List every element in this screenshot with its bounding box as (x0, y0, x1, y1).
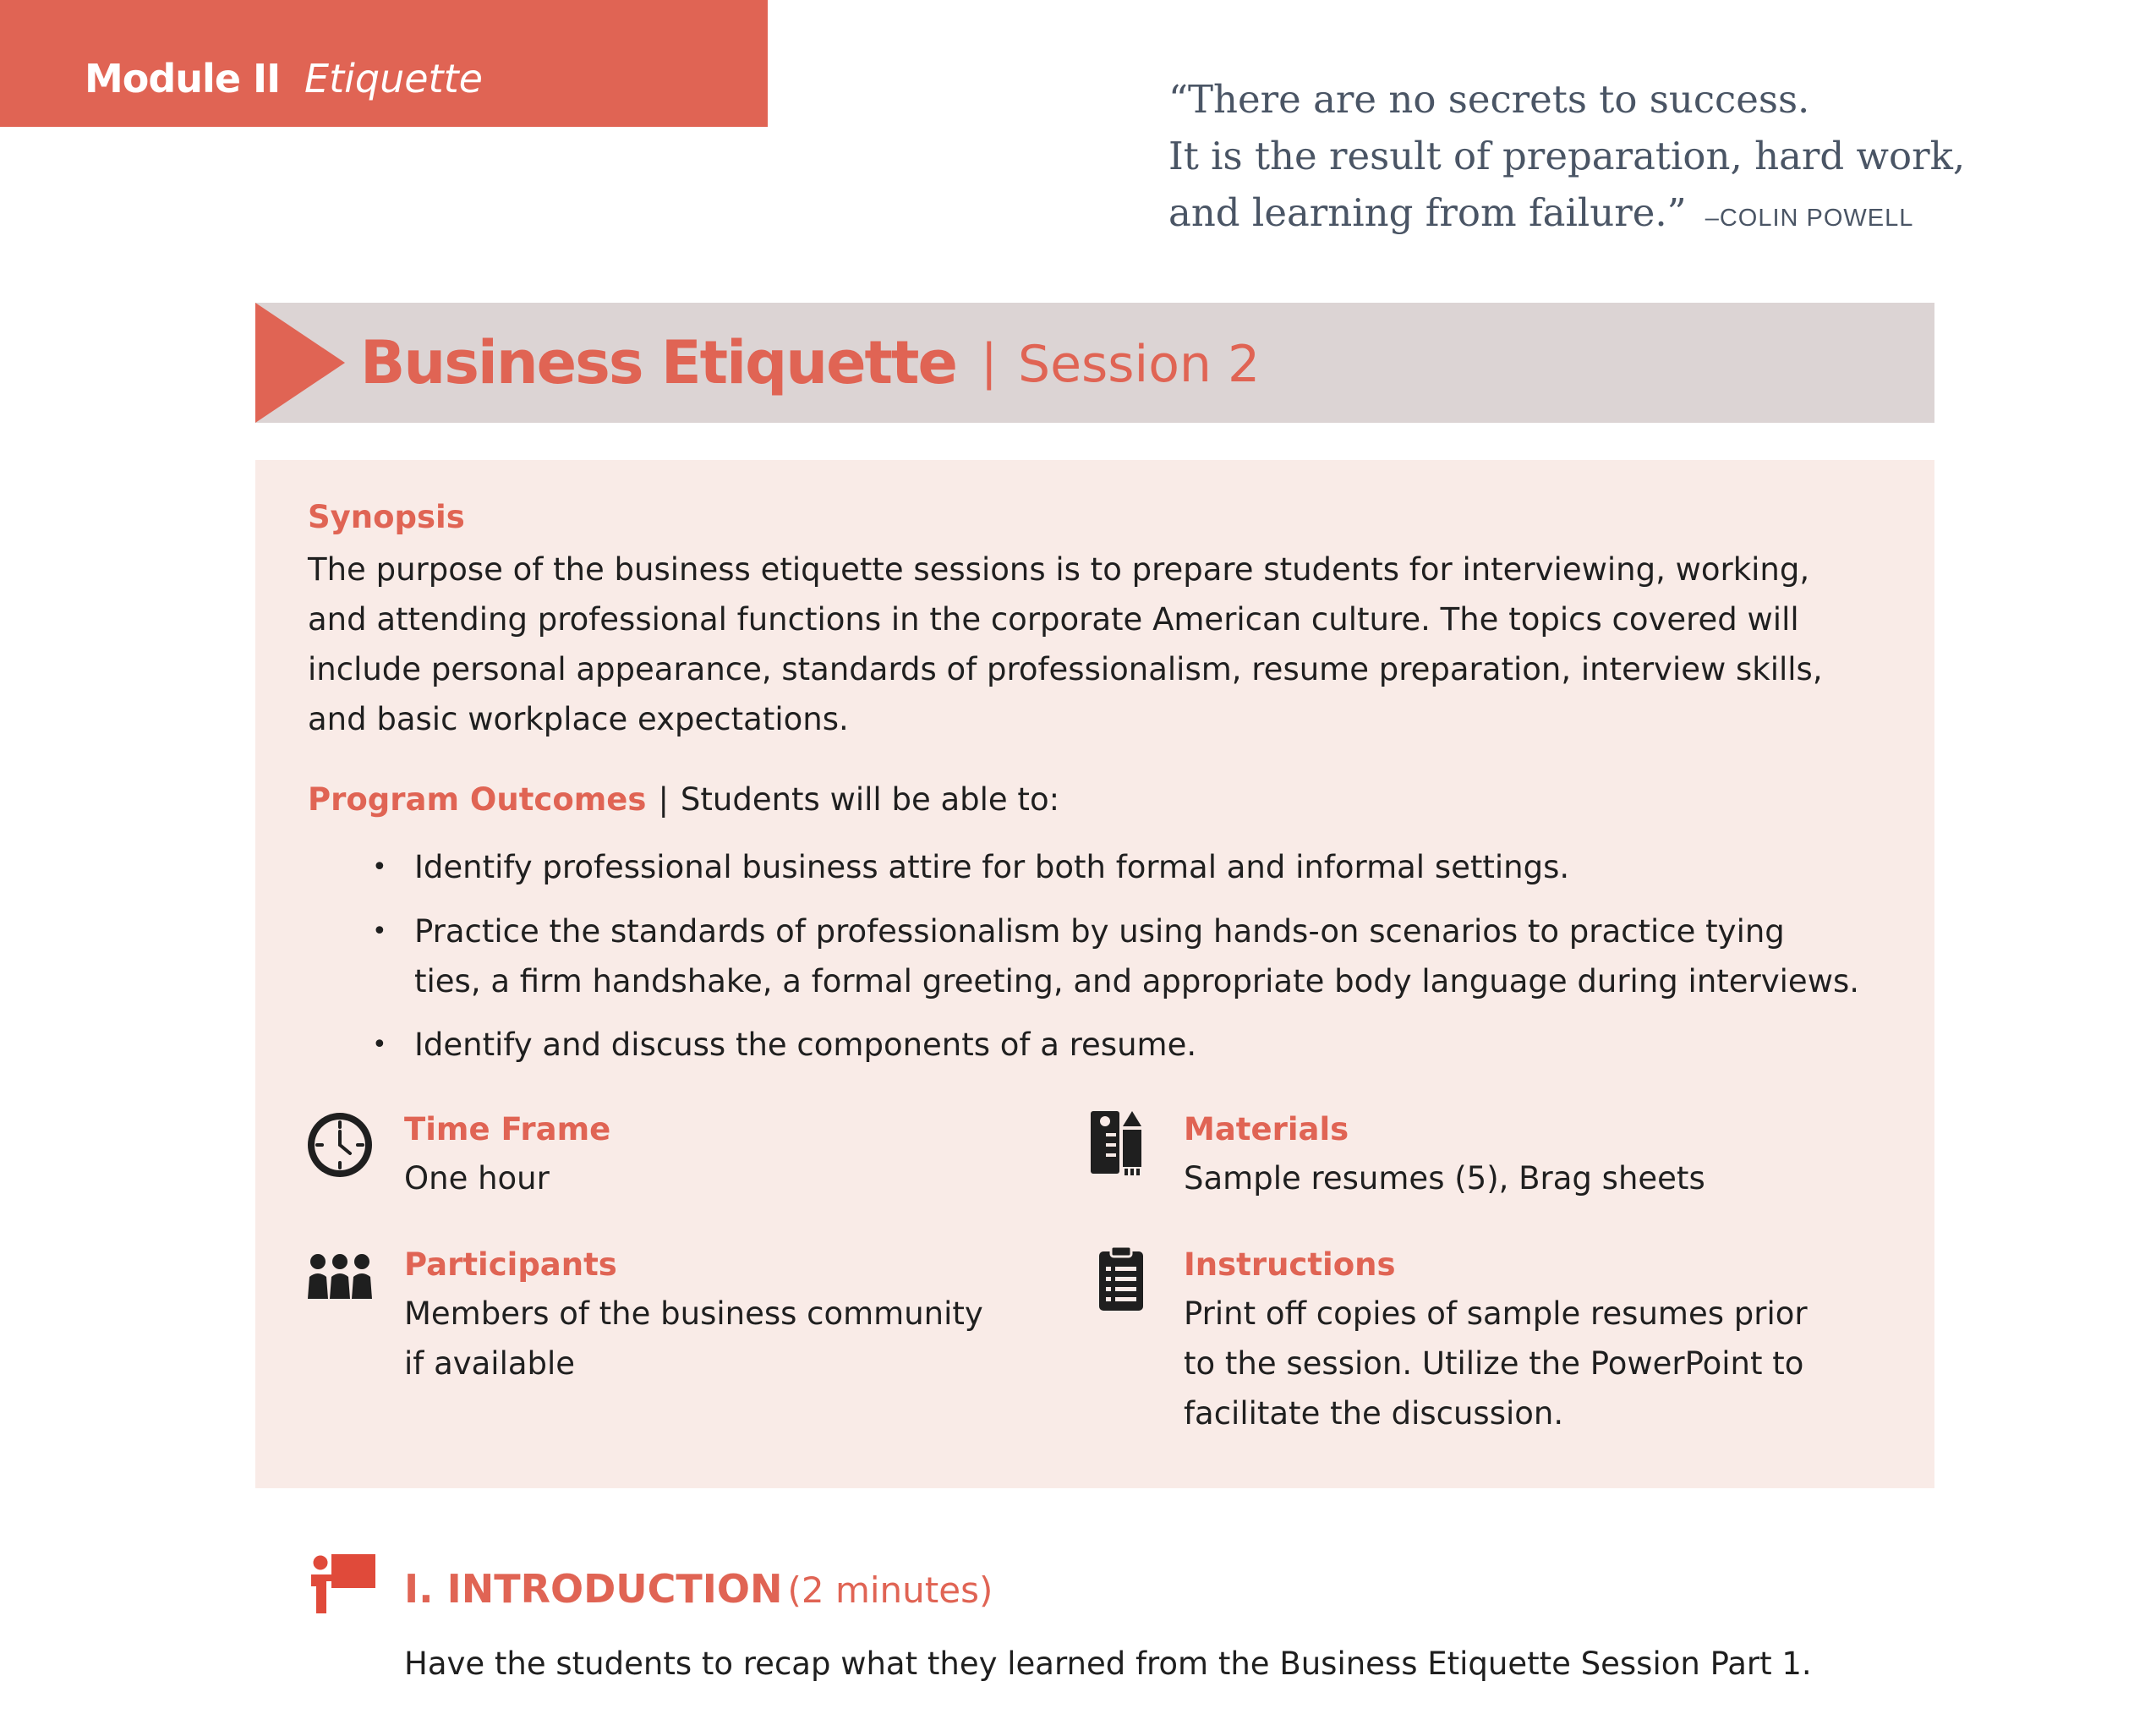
time-frame-text (404, 1153, 550, 1203)
session-title-bar (255, 303, 1934, 423)
time-frame-label: Time Frame (404, 1111, 611, 1147)
session-title: Business Etiquette (360, 328, 956, 397)
title-separator: | (981, 333, 998, 391)
synopsis-line: and attending professional functions in the corporate American culture. The topics covered will (308, 601, 1799, 638)
bullet-icon: • (372, 1030, 387, 1060)
arrow-icon (255, 303, 345, 423)
outcome-line: Practice the standards of professionalism by using hands-on scenarios to practice tying (414, 913, 1785, 950)
participants-text (404, 1289, 983, 1388)
participants-line: if available (404, 1345, 576, 1382)
quote (1168, 71, 2048, 247)
materials-line: Sample resumes (5), Brag sheets (1184, 1160, 1705, 1197)
outcomes-heading (308, 781, 1059, 818)
instructions-label: Instructions (1184, 1246, 1396, 1283)
outcome-line: Identify and discuss the components of a resume. (414, 1027, 1197, 1063)
instructions-line: facilitate the discussion. (1184, 1395, 1564, 1432)
presenter-icon (309, 1552, 377, 1618)
module-number: Module II (85, 56, 281, 101)
clock-icon (306, 1111, 374, 1182)
participants-line: Members of the business community (404, 1295, 983, 1332)
materials-icon (1089, 1109, 1145, 1180)
bullet-icon: • (372, 852, 387, 882)
section-duration: (2 minutes) (787, 1569, 993, 1611)
session-number: Session 2 (1018, 335, 1261, 394)
participants-label: Participants (404, 1246, 617, 1283)
synopsis-line: The purpose of the business etiquette sessions is to prepare students for interviewing, working, (308, 551, 1810, 588)
outcomes-label: Program Outcomes (308, 781, 647, 818)
quote-line (1168, 184, 2048, 247)
outcome-line: ties, a firm handshake, a formal greeting, and appropriate body language during interviews. (414, 963, 1859, 999)
section-title: INTRODUCTION (446, 1566, 783, 1612)
clipboard-icon (1097, 1245, 1145, 1316)
synopsis-text (308, 545, 1863, 744)
instructions-line: to the session. Utilize the PowerPoint to (1184, 1345, 1804, 1382)
outcomes-intro: Students will be able to: (680, 781, 1060, 818)
synopsis-line: and basic workplace expectations. (308, 701, 849, 737)
module-topic: Etiquette (304, 56, 483, 101)
people-icon (306, 1253, 374, 1304)
section-number: I. (404, 1566, 434, 1612)
outcomes-separator: | (658, 781, 669, 818)
instructions-text (1184, 1289, 1808, 1438)
synopsis-label: Synopsis (308, 499, 465, 535)
bullet-icon: • (372, 917, 387, 946)
materials-text (1184, 1153, 1705, 1203)
outcome-line: Identify professional business attire for both formal and informal settings. (414, 849, 1570, 885)
quote-line: It is the result of preparation, hard work, (1168, 134, 1966, 178)
session-overview-panel (255, 460, 1934, 1488)
quote-line-text: and learning from failure.” (1168, 190, 1687, 235)
time-frame-line: One hour (404, 1160, 550, 1197)
materials-label: Materials (1184, 1111, 1349, 1147)
quote-author: –COLIN POWELL (1705, 205, 1914, 232)
quote-line: “There are no secrets to success. (1168, 77, 1810, 122)
introduction-heading (404, 1566, 993, 1612)
synopsis-line: include personal appearance, standards of professionalism, resume preparation, interview skills, (308, 651, 1823, 687)
introduction-text: Have the students to recap what they learned from the Business Etiquette Session Part 1. (404, 1646, 1812, 1682)
instructions-line: Print off copies of sample resumes prior (1184, 1295, 1808, 1332)
module-header (0, 0, 768, 127)
